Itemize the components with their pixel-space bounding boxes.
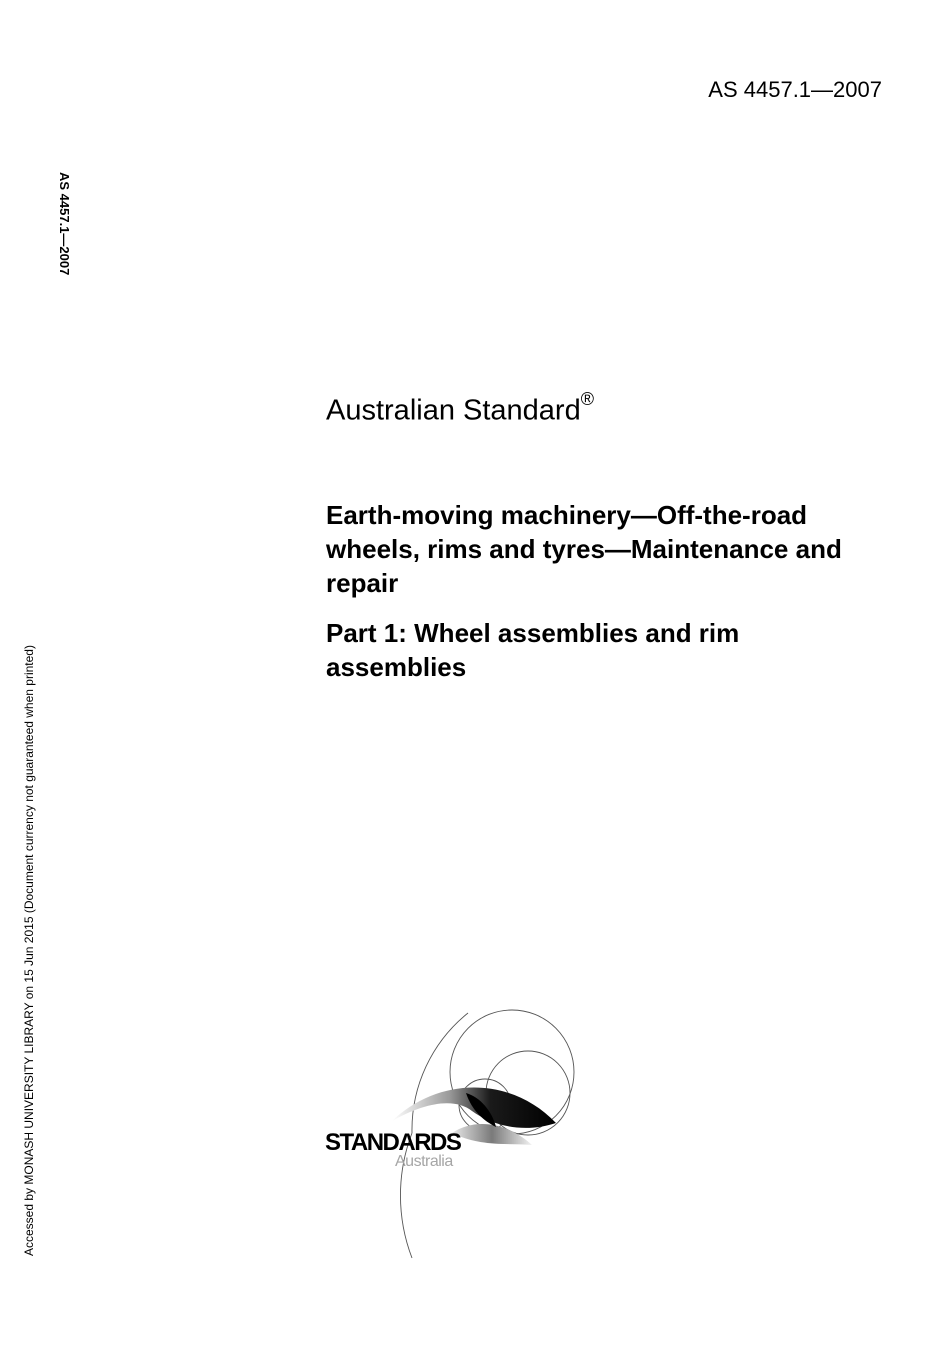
document-title: Earth-moving machinery—Off-the-road wheels, rims and tyres—Maintenance and repair <box>326 499 842 598</box>
series-label: Australian Standard <box>326 394 581 427</box>
standards-australia-logo <box>320 1005 590 1270</box>
access-note: Accessed by MONASH UNIVERSITY LIBRARY on 15 Jun 2015 (Document currency not guaranteed when printed) <box>22 645 36 1256</box>
part-title: Part 1: Wheel assemblies and rim assemblies <box>326 617 740 682</box>
logo-upper-arc <box>412 1013 468 1133</box>
spine-document-number: AS 4457.1—2007 <box>57 172 72 276</box>
title-block <box>326 384 886 684</box>
logo-wordmark-standards: STANDARDS <box>325 1129 461 1156</box>
registered-mark: ® <box>580 389 594 409</box>
series-name <box>326 384 886 430</box>
document-number: AS 4457.1—2007 <box>708 77 882 102</box>
logo-wordmark-australia: Australia <box>395 1153 453 1170</box>
